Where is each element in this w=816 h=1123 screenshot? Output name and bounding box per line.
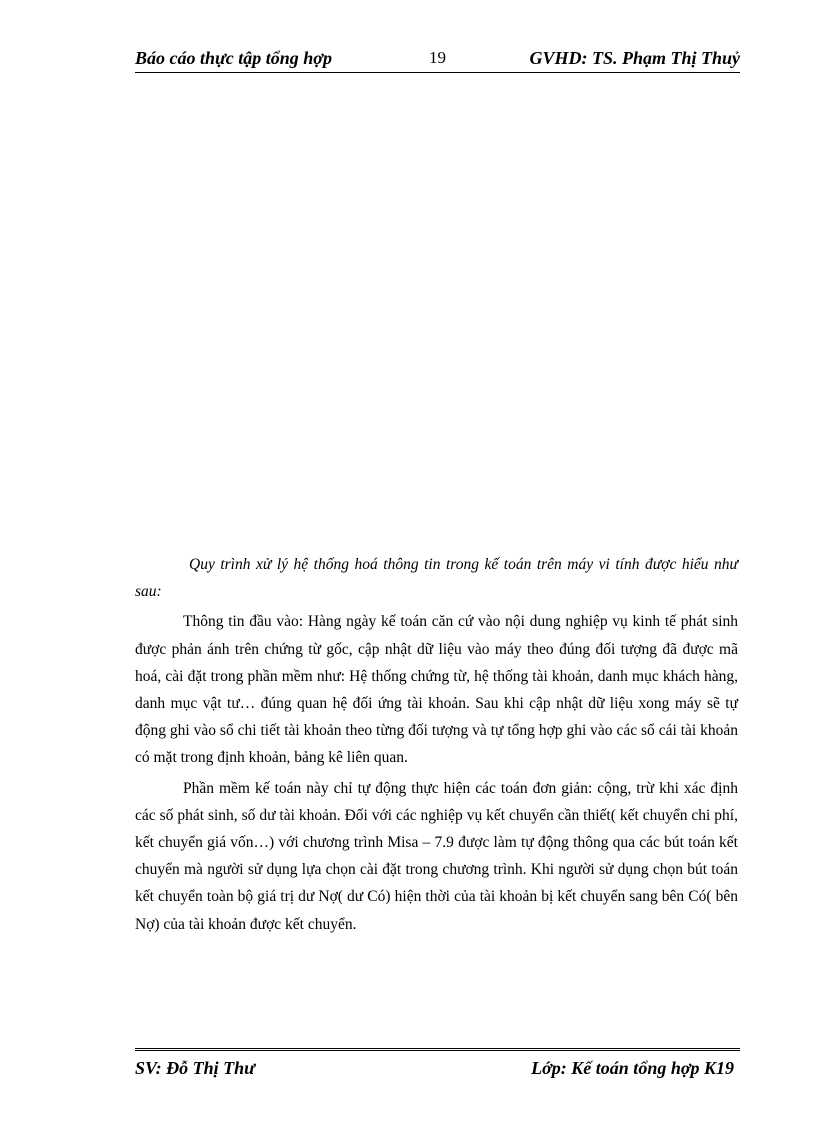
body-paragraph-input-info: Thông tin đầu vào: Hàng ngày kế toán căn cứ vào nội dung nghiệp vụ kinh tế phát sinh được phản ánh trên chứng từ gốc, cập nhật dữ liệu vào máy theo đúng đối tượng đã được mã hoá, cài đặt trong phần mềm như: Hệ thống chứng từ, hệ thống tài khoản, danh mục khách hàng, danh mục vật tư… đúng quan hệ đối ứng tài khoản. Sau khi cập nhật dữ liệu xong máy sẽ tự động ghi vào sổ chi tiết tài khoản theo từng đối tượng và tự tổng hợp ghi vào các sổ cái tài khoản có mặt trong định khoản, bảng kê liên quan. [135, 613, 738, 767]
page-header [135, 46, 740, 73]
document-body [135, 551, 738, 938]
intro-paragraph: Quy trình xử lý hệ thống hoá thông tin trong kế toán trên máy vi tính được hiểu như sau: [135, 556, 738, 601]
student-name: SV: Đỗ Thị Thư [135, 1058, 255, 1078]
page-number: 19 [429, 48, 446, 67]
report-title: Báo cáo thực tập tổng hợp [135, 48, 332, 68]
page-footer [135, 1048, 740, 1083]
advisor-name: GVHD: TS. Phạm Thị Thuỷ [529, 48, 740, 68]
body-paragraph-software: Phần mềm kế toán này chỉ tự động thực hiện các toán đơn giản: cộng, trừ khi xác định các số phát sinh, số dư tài khoản. Đối với các nghiệp vụ kết chuyển cần thiết( kết chuyển chi phí, kết chuyển giá vốn…) với chương trình Misa – 7.9 được làm tự động thông qua các bút toán kết chuyển mà người sử dụng lựa chọn cài đặt trong chương trình. Khi người sử dụng chọn bút toán kết chuyển toàn bộ giá trị dư Nợ( dư Có) hiện thời của tài khoản bị kết chuyển sang bên Có( bên Nợ) của tài khoản được kết chuyển. [135, 779, 738, 933]
class-name: Lớp: Kế toán tổng hợp K19 [531, 1058, 734, 1078]
